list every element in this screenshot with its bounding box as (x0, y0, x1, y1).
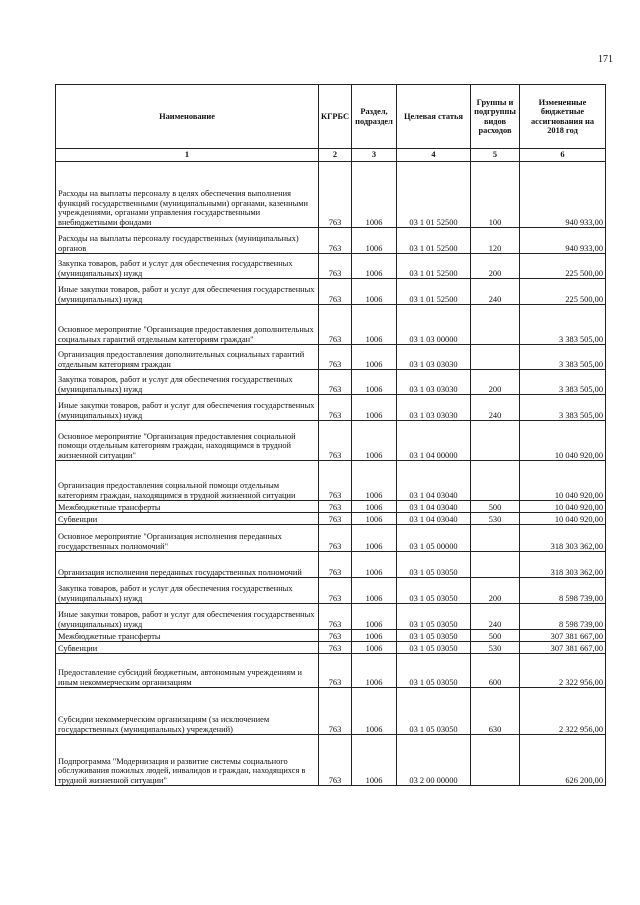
row-section: 1006 (352, 501, 397, 513)
row-group: 240 (471, 279, 520, 305)
row-name: Расходы на выплаты персоналу государственных (муниципальных) органов (56, 228, 319, 254)
row-amount: 2 322 956,00 (520, 654, 606, 688)
row-group (471, 421, 520, 461)
row-kgrbs: 763 (319, 461, 352, 501)
row-name: Иные закупки товаров, работ и услуг для обеспечения государственных (муниципальных) нужд (56, 604, 319, 630)
column-number: 2 (319, 149, 352, 162)
row-section: 1006 (352, 421, 397, 461)
row-name: Субвенции (56, 642, 319, 654)
row-group (471, 552, 520, 578)
row-amount: 10 040 920,00 (520, 513, 606, 525)
row-kgrbs: 763 (319, 305, 352, 345)
row-section: 1006 (352, 513, 397, 525)
row-kgrbs: 763 (319, 370, 352, 395)
table-row (56, 162, 606, 228)
row-group (471, 735, 520, 786)
table-row (56, 513, 606, 525)
table-row (56, 604, 606, 630)
row-kgrbs: 763 (319, 525, 352, 552)
table-row (56, 305, 606, 345)
table-row (56, 525, 606, 552)
table-row (56, 254, 606, 279)
row-target: 03 1 05 03050 (397, 654, 471, 688)
row-target: 03 1 01 52500 (397, 279, 471, 305)
header-name: Наименование (56, 85, 319, 149)
row-section: 1006 (352, 654, 397, 688)
row-group: 240 (471, 604, 520, 630)
header-group: Группы и подгруппы видов расходов (471, 85, 520, 149)
row-kgrbs: 763 (319, 630, 352, 642)
row-section: 1006 (352, 395, 397, 421)
row-amount: 307 381 667,00 (520, 642, 606, 654)
row-section: 1006 (352, 461, 397, 501)
row-section: 1006 (352, 578, 397, 604)
row-target: 03 1 01 52500 (397, 228, 471, 254)
row-group: 530 (471, 513, 520, 525)
table-row (56, 552, 606, 578)
row-section: 1006 (352, 370, 397, 395)
row-section: 1006 (352, 552, 397, 578)
row-amount: 2 322 956,00 (520, 688, 606, 735)
header-row (56, 85, 606, 149)
column-number: 5 (471, 149, 520, 162)
row-target: 03 1 03 03030 (397, 345, 471, 370)
row-name: Расходы на выплаты персоналу в целях обеспечения выполнения функций государственными (муниципальными) органами, казенными учреждениями, органами управления государственными внебюджетными фондами (56, 162, 319, 228)
row-target: 03 1 03 03030 (397, 370, 471, 395)
table-row (56, 370, 606, 395)
table-row (56, 501, 606, 513)
table-row (56, 228, 606, 254)
row-name: Субвенции (56, 513, 319, 525)
row-kgrbs: 763 (319, 688, 352, 735)
row-target: 03 1 01 52500 (397, 162, 471, 228)
row-amount: 940 933,00 (520, 228, 606, 254)
row-target: 03 1 05 03050 (397, 604, 471, 630)
row-amount: 3 383 505,00 (520, 370, 606, 395)
row-name: Субсидии некоммерческим организациям (за исключением государственных (муниципальных) учреждений) (56, 688, 319, 735)
row-group: 500 (471, 501, 520, 513)
row-kgrbs: 763 (319, 501, 352, 513)
header-section: Раздел, подраздел (352, 85, 397, 149)
row-group: 240 (471, 395, 520, 421)
column-number-row (56, 149, 606, 162)
row-section: 1006 (352, 688, 397, 735)
row-target: 03 1 04 03040 (397, 501, 471, 513)
row-group: 200 (471, 254, 520, 279)
table-row (56, 630, 606, 642)
row-target: 03 2 00 00000 (397, 735, 471, 786)
row-amount: 10 040 920,00 (520, 421, 606, 461)
row-kgrbs: 763 (319, 228, 352, 254)
row-amount: 3 383 505,00 (520, 345, 606, 370)
row-kgrbs: 763 (319, 421, 352, 461)
row-name: Основное мероприятие "Организация предоставления дополнительных социальных гарантий отдельным категориям граждан" (56, 305, 319, 345)
row-target: 03 1 05 03050 (397, 630, 471, 642)
column-number: 3 (352, 149, 397, 162)
row-name: Иные закупки товаров, работ и услуг для обеспечения государственных (муниципальных) нужд (56, 279, 319, 305)
row-group: 200 (471, 370, 520, 395)
row-name: Организация предоставления дополнительных социальных гарантий отдельным категориям граждан (56, 345, 319, 370)
row-group: 500 (471, 630, 520, 642)
row-kgrbs: 763 (319, 395, 352, 421)
row-target: 03 1 05 00000 (397, 525, 471, 552)
row-amount: 626 200,00 (520, 735, 606, 786)
column-number: 4 (397, 149, 471, 162)
row-amount: 3 383 505,00 (520, 305, 606, 345)
row-group (471, 461, 520, 501)
row-amount: 10 040 920,00 (520, 501, 606, 513)
table-row (56, 421, 606, 461)
row-target: 03 1 04 03040 (397, 513, 471, 525)
row-target: 03 1 03 00000 (397, 305, 471, 345)
row-section: 1006 (352, 228, 397, 254)
row-kgrbs: 763 (319, 279, 352, 305)
row-target: 03 1 05 03050 (397, 578, 471, 604)
row-group: 530 (471, 642, 520, 654)
row-amount: 3 383 505,00 (520, 395, 606, 421)
row-group: 100 (471, 162, 520, 228)
table-body (56, 162, 606, 786)
page-number: 171 (598, 54, 613, 65)
row-group: 630 (471, 688, 520, 735)
table-row (56, 578, 606, 604)
row-section: 1006 (352, 279, 397, 305)
row-kgrbs: 763 (319, 162, 352, 228)
row-section: 1006 (352, 525, 397, 552)
row-target: 03 1 04 00000 (397, 421, 471, 461)
row-name: Межбюджетные трансферты (56, 501, 319, 513)
row-group (471, 525, 520, 552)
row-kgrbs: 763 (319, 604, 352, 630)
row-section: 1006 (352, 630, 397, 642)
row-kgrbs: 763 (319, 254, 352, 279)
row-target: 03 1 03 03030 (397, 395, 471, 421)
table-row (56, 642, 606, 654)
row-name: Подпрограмма "Модернизация и развитие системы социального обслуживания пожилых людей, инвалидов и граждан, находящихся в трудной жизненной ситуации" (56, 735, 319, 786)
row-amount: 225 500,00 (520, 254, 606, 279)
table-row (56, 395, 606, 421)
header-target: Целевая статья (397, 85, 471, 149)
table-row (56, 345, 606, 370)
row-section: 1006 (352, 604, 397, 630)
row-name: Иные закупки товаров, работ и услуг для обеспечения государственных (муниципальных) нужд (56, 395, 319, 421)
row-amount: 225 500,00 (520, 279, 606, 305)
row-name: Закупка товаров, работ и услуг для обеспечения государственных (муниципальных) нужд (56, 254, 319, 279)
row-section: 1006 (352, 735, 397, 786)
row-group: 600 (471, 654, 520, 688)
row-target: 03 1 04 03040 (397, 461, 471, 501)
row-kgrbs: 763 (319, 642, 352, 654)
row-section: 1006 (352, 254, 397, 279)
row-name: Организация исполнения переданных государственных полномочий (56, 552, 319, 578)
row-group: 200 (471, 578, 520, 604)
row-name: Межбюджетные трансферты (56, 630, 319, 642)
row-amount: 318 303 362,00 (520, 552, 606, 578)
row-group: 120 (471, 228, 520, 254)
row-name: Закупка товаров, работ и услуг для обеспечения государственных (муниципальных) нужд (56, 370, 319, 395)
row-section: 1006 (352, 345, 397, 370)
row-name: Предоставление субсидий бюджетным, автономным учреждениям и иным некоммерческим организациям (56, 654, 319, 688)
row-kgrbs: 763 (319, 735, 352, 786)
table-row (56, 654, 606, 688)
row-target: 03 1 05 03050 (397, 688, 471, 735)
row-kgrbs: 763 (319, 513, 352, 525)
table-row (56, 688, 606, 735)
row-section: 1006 (352, 642, 397, 654)
row-name: Организация предоставления социальной помощи отдельным категориям граждан, находящимся в трудной жизненной ситуации (56, 461, 319, 501)
column-number: 1 (56, 149, 319, 162)
row-group (471, 305, 520, 345)
header-amount: Измененные бюджетные ассигнования на 2018 год (520, 85, 606, 149)
budget-table (55, 84, 606, 786)
row-amount: 8 598 739,00 (520, 578, 606, 604)
row-amount: 318 303 362,00 (520, 525, 606, 552)
row-target: 03 1 01 52500 (397, 254, 471, 279)
row-amount: 307 381 667,00 (520, 630, 606, 642)
row-target: 03 1 05 03050 (397, 552, 471, 578)
row-section: 1006 (352, 162, 397, 228)
table-row (56, 735, 606, 786)
row-kgrbs: 763 (319, 654, 352, 688)
row-amount: 10 040 920,00 (520, 461, 606, 501)
table-row (56, 461, 606, 501)
row-section: 1006 (352, 305, 397, 345)
row-amount: 940 933,00 (520, 162, 606, 228)
row-name: Основное мероприятие "Организация предоставления социальной помощи отдельным категориям граждан, находящимся в трудной жизненной ситуации" (56, 421, 319, 461)
row-name: Закупка товаров, работ и услуг для обеспечения государственных (муниципальных) нужд (56, 578, 319, 604)
row-group (471, 345, 520, 370)
row-name: Основное мероприятие "Организация исполнения переданных государственных полномочий" (56, 525, 319, 552)
row-kgrbs: 763 (319, 552, 352, 578)
row-amount: 8 598 739,00 (520, 604, 606, 630)
column-number: 6 (520, 149, 606, 162)
row-kgrbs: 763 (319, 345, 352, 370)
row-kgrbs: 763 (319, 578, 352, 604)
row-target: 03 1 05 03050 (397, 642, 471, 654)
table-row (56, 279, 606, 305)
header-kgrbs: КГРБС (319, 85, 352, 149)
